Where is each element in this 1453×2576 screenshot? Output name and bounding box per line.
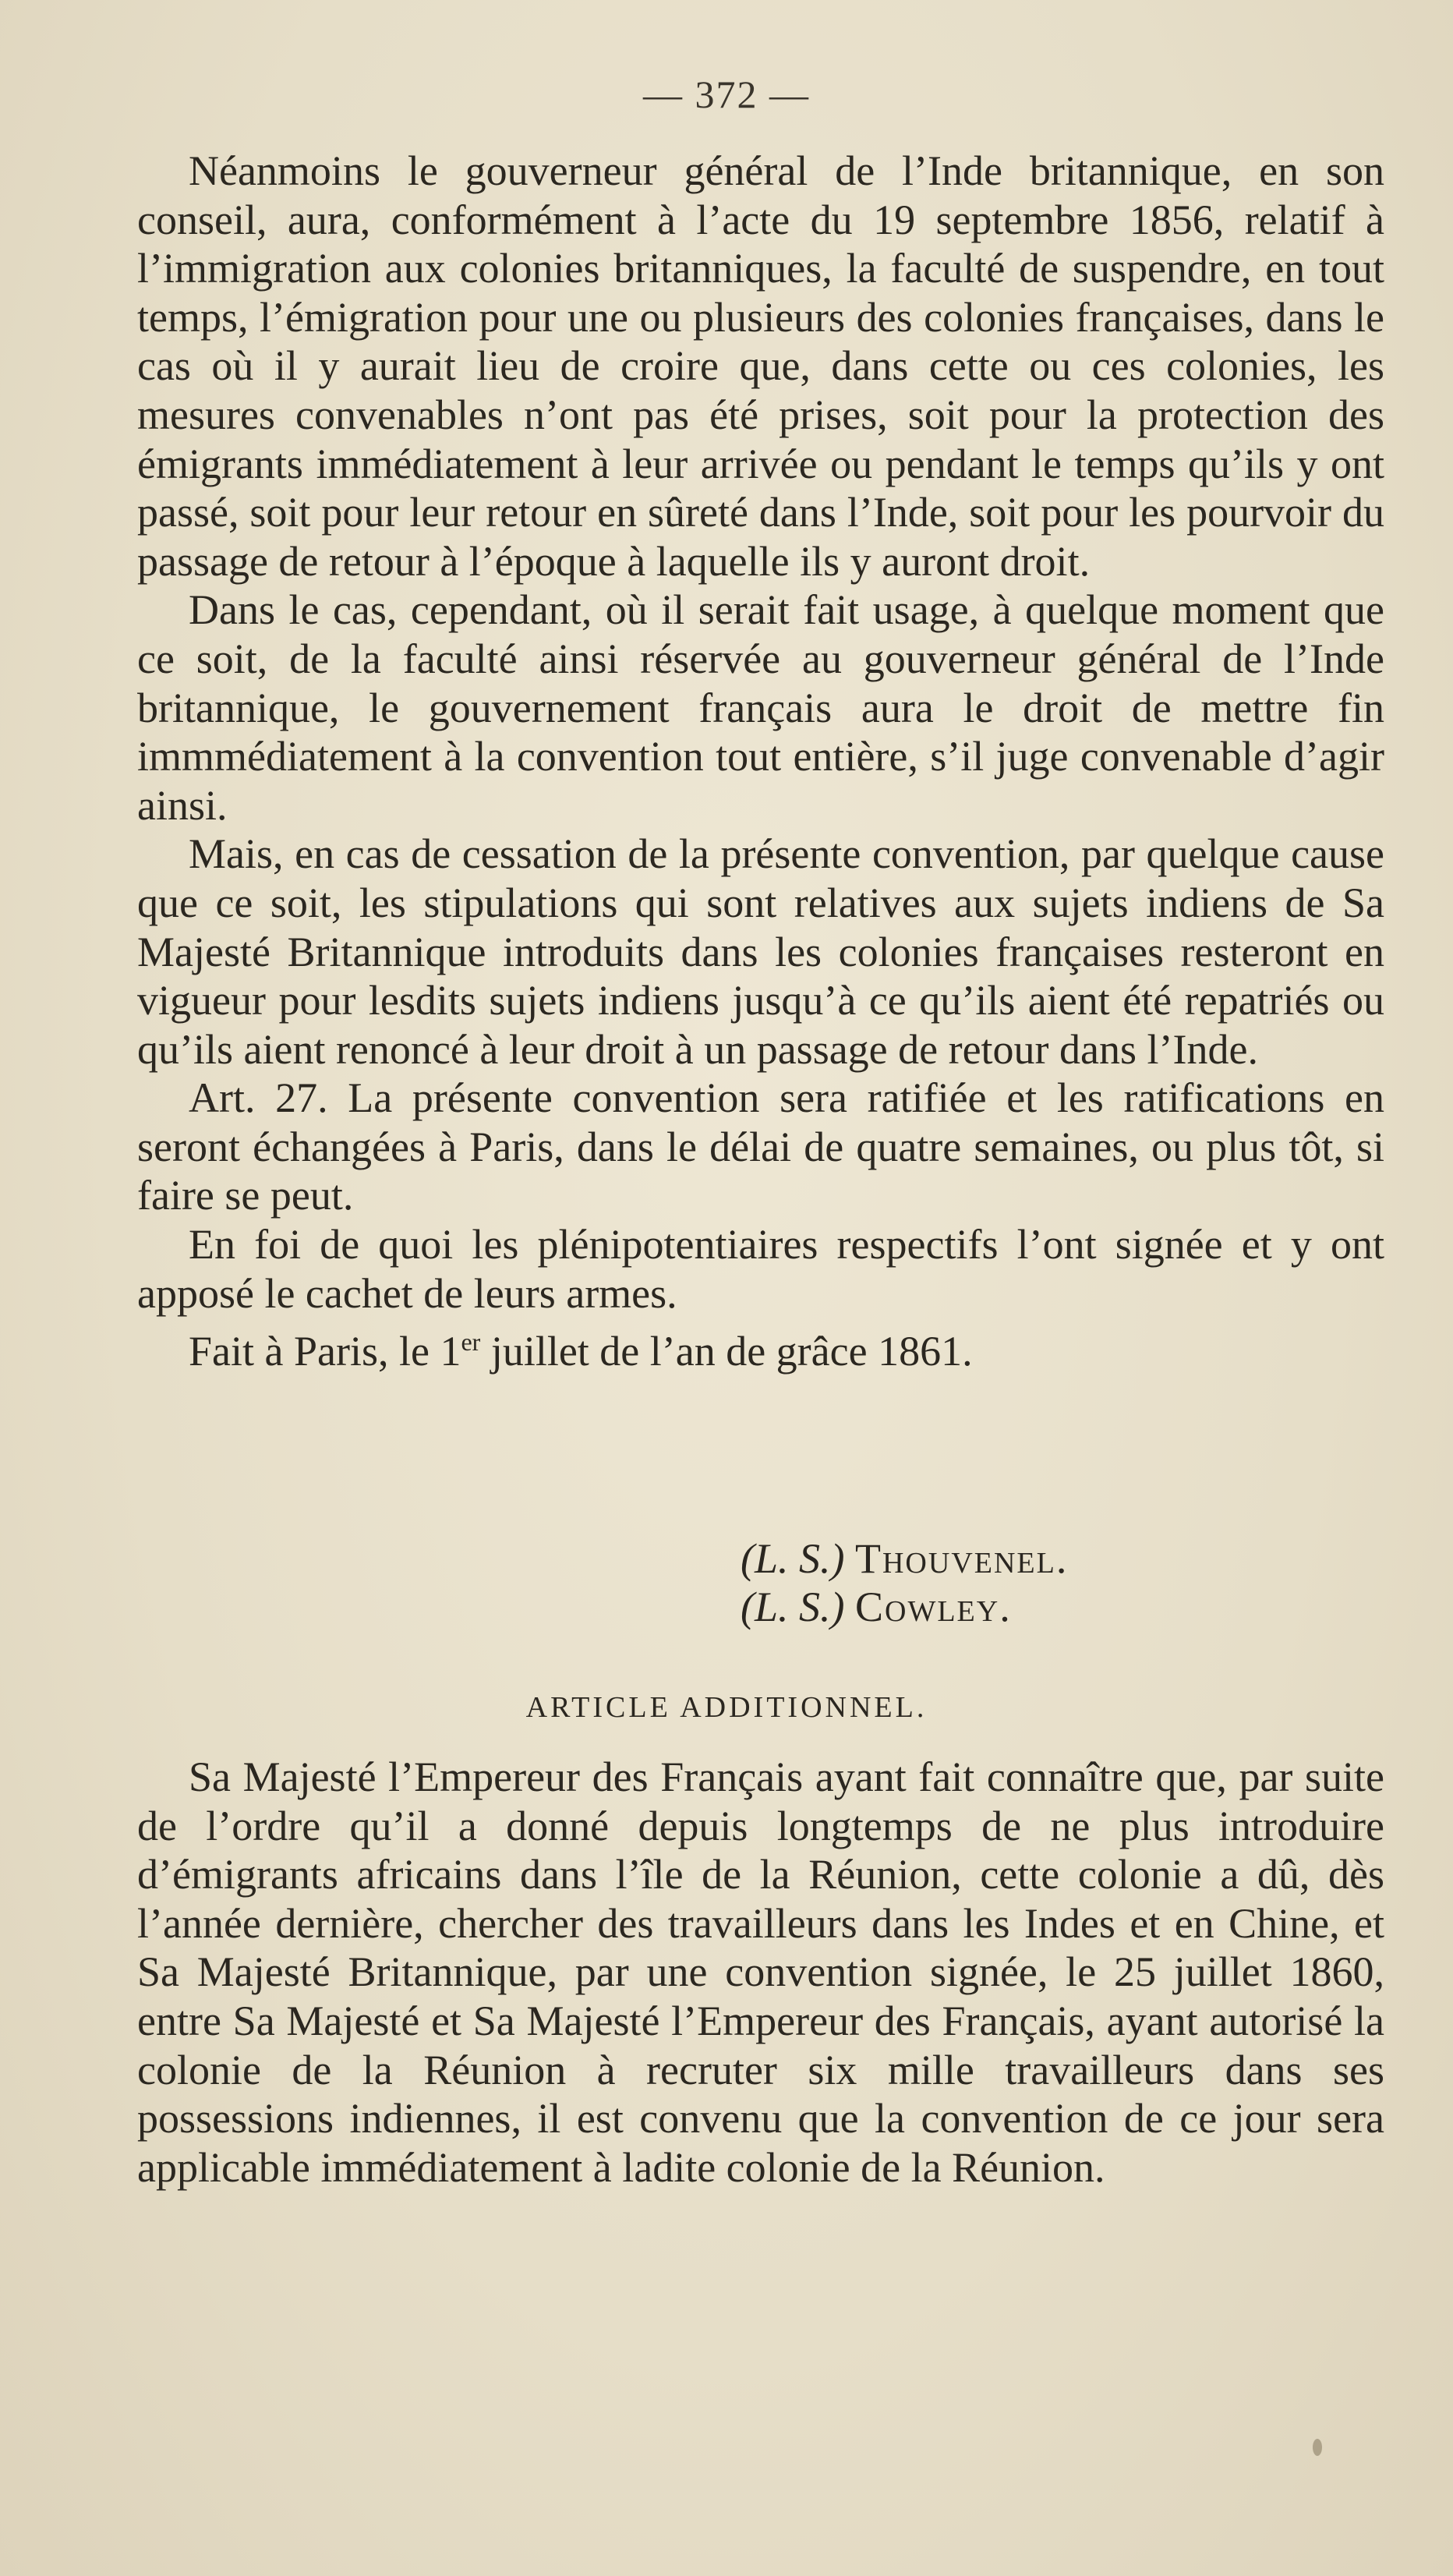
paragraph-cessation-stipulations: Mais, en cas de cessation de la présente convention, par quelque cause que ce soit, les stipulations qui sont relatives aux sujets indiens de Sa Majesté Britannique introduits dans les colonies françaises resteront en vigueur pour lesdits sujets indiens jusqu’à ce qu’ils aient été repatriés ou qu’ils aient renoncé à leur droit à un passage de retour dans l’Inde. — [137, 830, 1384, 1073]
main-text-block — [137, 147, 1384, 1376]
paragraph-emigration-suspension: Néanmoins le gouverneur général de l’Inde britannique, en son conseil, aura, conformément à l’acte du 19 septembre 1856, relatif à l’immigration aux colonies britanniques, la faculté de suspendre, en tout temps, l’émigration pour une ou plusieurs des colonies françaises, dans le cas où il y aurait lieu de croire que, dans cette ou ces colonies, les mesures convenables n’ont pas été prises, soit pour la protection des émigrants immédiatement à leur arrivée ou pendant le temps qu’ils y ont passé, soit pour leur retour en sûreté dans l’Inde, soit pour les pourvoir du passage de retour à l’époque à laquelle ils y auront droit. — [137, 147, 1384, 585]
ink-spot — [1313, 2439, 1322, 2456]
signature-thouvenel — [741, 1534, 1068, 1583]
signatory-name: Thouvenel. — [855, 1535, 1069, 1582]
seal-mark: (L. S.) — [741, 1535, 845, 1582]
additional-article-block — [137, 1753, 1384, 2192]
additional-article-heading: ARTICLE ADDITIONNEL. — [525, 1691, 928, 1724]
page-number: — 372 — — [643, 73, 810, 116]
paragraph-additional-article: Sa Majesté l’Empereur des Français ayant fait connaître que, par suite de l’ordre qu’il a donné depuis longtemps de ne plus introduire d’émigrants africains dans l’île de la Réunion, cette colonie a dû, dès l’année dernière, chercher des travailleurs dans les Indes et en Chine, et Sa Majesté Britannique, par une convention signée, le 25 juillet 1860, entre Sa Majesté et Sa Majesté l’Empereur des Français, ayant autorisé la colonie de la Réunion à recruter six mille travailleurs dans ses possessions indiennes, il est convenu que la convention de ce jour sera applicable immédiatement à ladite colonie de la Réunion. — [137, 1753, 1384, 2191]
signature-cowley — [741, 1583, 1068, 1631]
paragraph-article-27: Art. 27. La présente convention sera ratifiée et les ratifications en seront échangées à Paris, dans le délai de quatre semaines, ou plus tôt, si faire se peut. — [137, 1074, 1384, 1219]
signature-block — [741, 1534, 1068, 1631]
signatory-name: Cowley. — [855, 1583, 1012, 1630]
ordinal-superscript: er — [461, 1328, 481, 1357]
paragraph-in-witness: En foi de quoi les plénipotentiaires respectifs l’ont signée et y ont apposé le cachet de leurs armes. — [137, 1221, 1384, 1317]
paragraph-termination-right: Dans le cas, cependant, où il serait fait usage, à quelque moment que ce soit, de la faculté ainsi réservée au gouverneur général de l’Inde britannique, le gouvernement français aura le droit de mettre fin immmédiatement à la convention tout entière, s’il juge convenable d’agir ainsi. — [137, 586, 1384, 829]
paragraph-done-at-paris: Fait à Paris, le 1er juillet de l’an de grâce 1861. — [189, 1328, 973, 1375]
seal-mark: (L. S.) — [741, 1583, 845, 1630]
